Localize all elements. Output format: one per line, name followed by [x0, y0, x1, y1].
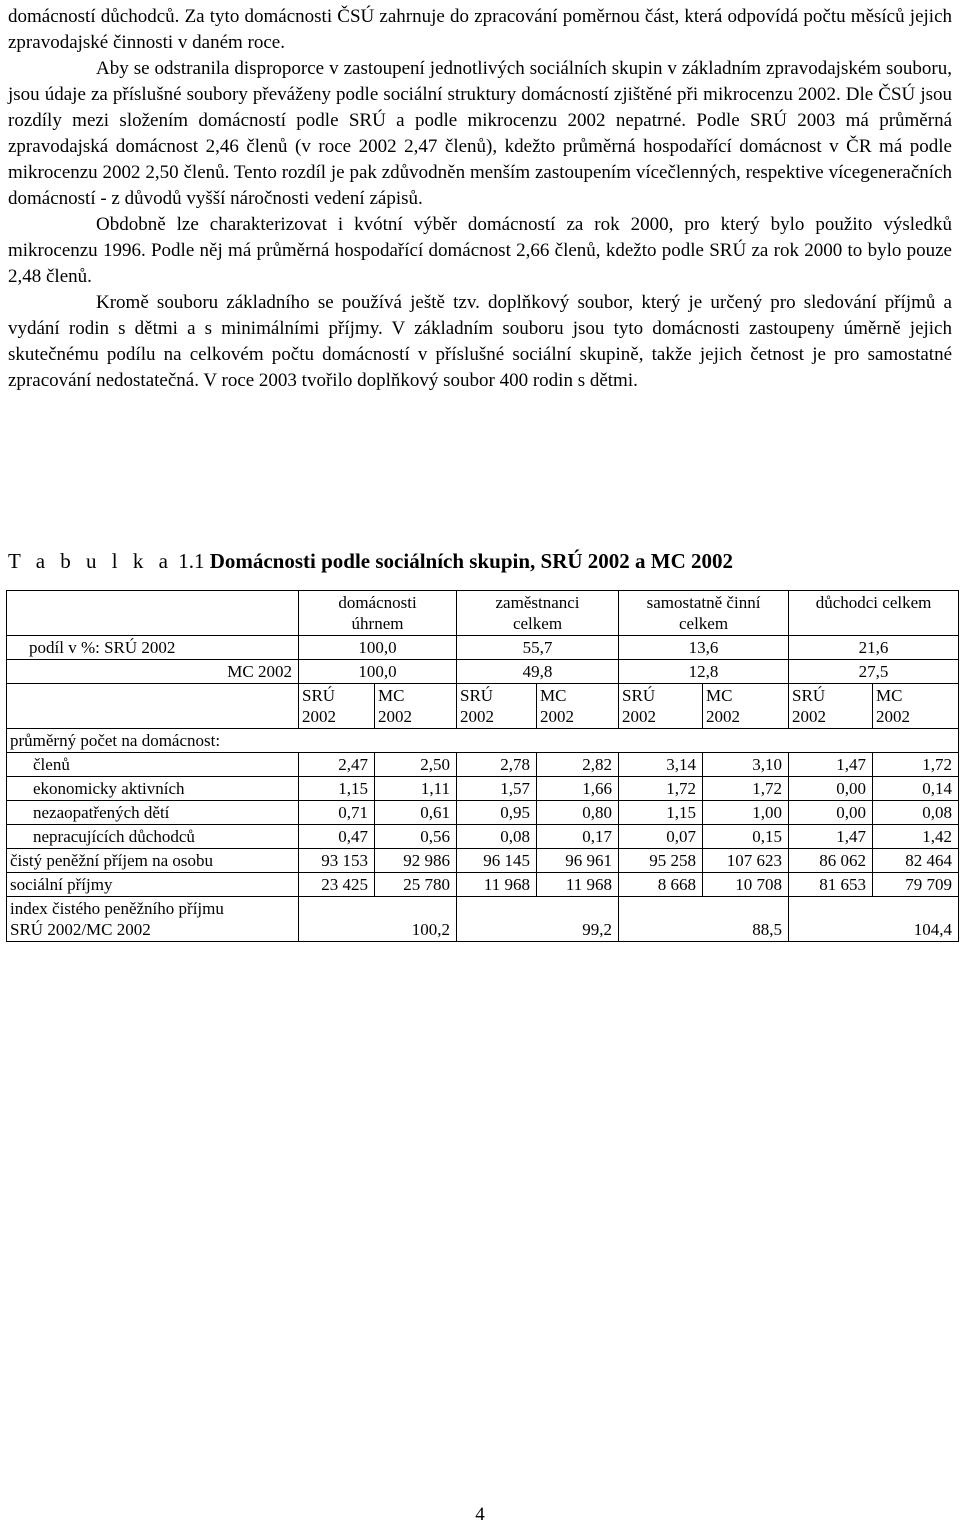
paragraph: Kromě souboru základního se používá ještě tzv. doplňkový soubor, který je určený pro sledování příjmů a vydání rodin s dětmi a s minimálními příjmy. V základním souboru jsou tyto domácnosti zastoupeny úměrně jejich skutečnému podílu na celkovém počtu domácností v příslušné sociální skupině, takže jejich četnost je pro samostatné zpracování nedostatečná. V roce 2003 tvořilo doplňkový soubor 400 rodin s dětmi. [8, 292, 952, 391]
row-label: ekonomicky aktivních [7, 777, 299, 801]
cell: 2,47 [299, 753, 375, 777]
sub-header-mc: MC 2002 [537, 684, 619, 729]
table-row [7, 753, 959, 777]
header-row [7, 591, 959, 636]
cell: 0,47 [299, 825, 375, 849]
cell: 1,72 [873, 753, 959, 777]
cell: 10 708 [703, 873, 789, 897]
cell: 2,50 [375, 753, 457, 777]
cell: 11 968 [457, 873, 537, 897]
cell: 0,00 [789, 801, 873, 825]
col-header-employees: zaměstnanci celkem [457, 591, 619, 636]
cell: 88,5 [619, 897, 789, 942]
paragraph: Obdobně lze charakterizovat i kvótní výběr domácností za rok 2000, pro který bylo použito výsledků mikrocenzu 1996. Podle něj má průměrná hospodařící domácnost 2,66 členů, kdežto podle SRÚ za rok 2000 to bylo pouze 2,48 členů. [8, 214, 952, 287]
cell: 27,5 [789, 660, 959, 684]
row-label: MC 2002 [7, 660, 299, 684]
cell: 21,6 [789, 636, 959, 660]
cell: 1,15 [299, 777, 375, 801]
cell: 95 258 [619, 849, 703, 873]
row-label: členů [7, 753, 299, 777]
cell: 0,17 [537, 825, 619, 849]
cell: 1,47 [789, 825, 873, 849]
cell: 8 668 [619, 873, 703, 897]
table-row [7, 636, 959, 660]
table-caption [8, 547, 733, 575]
body-text [8, 4, 952, 394]
cell: 107 623 [703, 849, 789, 873]
col-header-pensioners: důchodci celkem [789, 591, 959, 636]
cell: 0,80 [537, 801, 619, 825]
sub-header-row [7, 684, 959, 729]
caption-number: 1.1 [178, 549, 205, 573]
cell: 96 145 [457, 849, 537, 873]
cell: 81 653 [789, 873, 873, 897]
cell: 104,4 [789, 897, 959, 942]
sub-header-blank [7, 684, 299, 729]
cell: 0,61 [375, 801, 457, 825]
households-table [6, 590, 959, 942]
row-label: nezaopatřených dětí [7, 801, 299, 825]
cell: 0,08 [873, 801, 959, 825]
cell: 1,57 [457, 777, 537, 801]
cell: 82 464 [873, 849, 959, 873]
cell: 0,00 [789, 777, 873, 801]
cell: 23 425 [299, 873, 375, 897]
cell: 11 968 [537, 873, 619, 897]
section-label: průměrný počet na domácnost: [7, 729, 959, 753]
sub-header-mc: MC 2002 [375, 684, 457, 729]
sub-header-mc: MC 2002 [703, 684, 789, 729]
table-row [7, 660, 959, 684]
table-row [7, 777, 959, 801]
paragraph: Aby se odstranila disproporce v zastoupení jednotlivých sociálních skupin v základním zpravodajském souboru, jsou údaje za příslušné soubory převáženy podle sociální struktury domácností zjištěné při mikrocenzu 2002. Dle ČSÚ jsou rozdíly mezi složením domácností podle SRÚ a podle mikrocenzu 2002 nepatrné. Podle SRÚ 2003 má průměrná zpravodajská domácnost 2,46 členů (v roce 2002 2,47 členů), kdežto průměrná hospodařící domácnost v ČR má podle mikrocenzu 2002 2,50 členů. Tento rozdíl je pak zdůvodněn menším zastoupením vícečlenných, respektive vícegeneračních domácností - z důvodů vyšší náročnosti vedení zápisů. [8, 58, 952, 209]
row-label: podíl v %: SRÚ 2002 [7, 636, 299, 660]
cell: 93 153 [299, 849, 375, 873]
table-row [7, 849, 959, 873]
sub-header-mc: MC 2002 [873, 684, 959, 729]
cell: 100,0 [299, 660, 457, 684]
col-header-total: domácnosti úhrnem [299, 591, 457, 636]
cell: 100,2 [299, 897, 457, 942]
sub-header-sru: SRÚ 2002 [789, 684, 873, 729]
cell: 55,7 [457, 636, 619, 660]
cell: 3,14 [619, 753, 703, 777]
table-row [7, 873, 959, 897]
caption-label: T a b u l k a [8, 549, 173, 573]
sub-header-sru: SRÚ 2002 [299, 684, 375, 729]
col-header-self-employed: samostatně činní celkem [619, 591, 789, 636]
cell: 99,2 [457, 897, 619, 942]
section-row [7, 729, 959, 753]
cell: 92 986 [375, 849, 457, 873]
cell: 13,6 [619, 636, 789, 660]
cell: 1,00 [703, 801, 789, 825]
cell: 0,14 [873, 777, 959, 801]
table-row [7, 897, 959, 942]
cell: 1,72 [619, 777, 703, 801]
row-label: čistý peněžní příjem na osobu [7, 849, 299, 873]
cell: 25 780 [375, 873, 457, 897]
cell: 3,10 [703, 753, 789, 777]
cell: 0,71 [299, 801, 375, 825]
page-number: 4 [475, 1504, 485, 1525]
cell: 1,11 [375, 777, 457, 801]
cell: 100,0 [299, 636, 457, 660]
cell: 1,72 [703, 777, 789, 801]
cell: 2,78 [457, 753, 537, 777]
table-row [7, 801, 959, 825]
row-label: nepracujících důchodců [7, 825, 299, 849]
cell: 86 062 [789, 849, 873, 873]
cell: 2,82 [537, 753, 619, 777]
cell: 0,08 [457, 825, 537, 849]
table-row [7, 825, 959, 849]
cell: 1,42 [873, 825, 959, 849]
cell: 1,15 [619, 801, 703, 825]
cell: 1,47 [789, 753, 873, 777]
row-label: sociální příjmy [7, 873, 299, 897]
sub-header-sru: SRÚ 2002 [457, 684, 537, 729]
cell: 0,56 [375, 825, 457, 849]
row-label: index čistého peněžního příjmu SRÚ 2002/MC 2002 [7, 897, 299, 942]
cell: 0,15 [703, 825, 789, 849]
cell: 0,07 [619, 825, 703, 849]
cell: 79 709 [873, 873, 959, 897]
cell: 96 961 [537, 849, 619, 873]
header-blank [7, 591, 299, 636]
sub-header-sru: SRÚ 2002 [619, 684, 703, 729]
cell: 1,66 [537, 777, 619, 801]
cell: 0,95 [457, 801, 537, 825]
cell: 49,8 [457, 660, 619, 684]
paragraph: domácností důchodců. Za tyto domácnosti ČSÚ zahrnuje do zpracování poměrnou část, která odpovídá počtu měsíců jejich zpravodajské činnosti v daném roce. [8, 6, 952, 53]
caption-title: Domácnosti podle sociálních skupin, SRÚ 2002 a MC 2002 [209, 549, 734, 573]
cell: 12,8 [619, 660, 789, 684]
